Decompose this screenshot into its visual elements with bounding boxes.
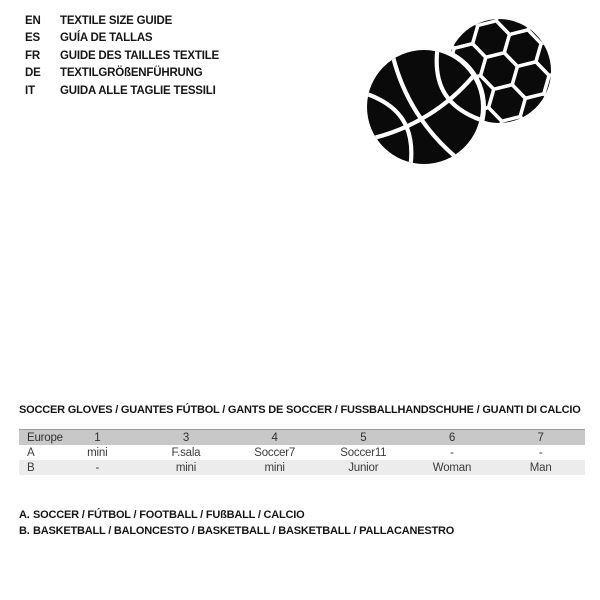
lang-label: GUIDA ALLE TAGLIE TESSILI xyxy=(60,84,216,97)
table-cell: Junior xyxy=(348,461,379,474)
table-cell: mini xyxy=(87,446,108,459)
footnote-text: BASKETBALL / BALONCESTO / BASKETBALL / BASKETBALL / PALLACANESTRO xyxy=(33,525,455,537)
table-row xyxy=(19,460,585,475)
header-cell: 7 xyxy=(537,431,544,444)
lang-label: TEXTILE SIZE GUIDE xyxy=(60,15,173,27)
footnote-key: A. xyxy=(19,509,30,521)
row-label: B xyxy=(27,461,35,474)
table-cell: Soccer7 xyxy=(254,446,296,459)
footnote-key: B. xyxy=(19,525,30,537)
lang-code: DE xyxy=(25,67,41,80)
table-cell: Soccer11 xyxy=(340,446,387,459)
table-cell: - xyxy=(95,461,100,474)
size-table-title: SOCCER GLOVES / GUANTES FÚTBOL / GANTS DE SOCCER / FUSSBALLHANDSCHUHE / GUANTI DI CALCIO xyxy=(19,404,581,416)
lang-label: GUIDE DES TAILLES TEXTILE xyxy=(60,49,219,62)
table-header-row xyxy=(19,430,585,446)
table-cell: - xyxy=(450,446,454,459)
footnotes xyxy=(19,507,454,539)
table-cell: F.sala xyxy=(171,446,201,459)
lang-code: FR xyxy=(25,49,40,62)
lang-code: EN xyxy=(25,15,41,27)
table-cell: Woman xyxy=(432,461,472,474)
header-cell: 1 xyxy=(94,431,101,444)
sports-balls-illustration xyxy=(363,14,558,179)
table-cell: mini xyxy=(175,461,197,474)
header-cell: 6 xyxy=(448,431,456,444)
table-cell: mini xyxy=(264,461,285,474)
header-cell: 4 xyxy=(271,431,278,444)
lang-code: IT xyxy=(25,84,35,97)
language-list xyxy=(25,13,219,100)
row-label: A xyxy=(27,446,35,459)
lang-label: TEXTILGRÖßENFÜHRUNG xyxy=(60,67,203,80)
header-cell: 3 xyxy=(182,431,190,444)
footnote-text: SOCCER / FÚTBOL / FOOTBALL / FUßBALL / CALCIO xyxy=(33,509,305,521)
header-cell: 5 xyxy=(360,431,367,444)
size-table xyxy=(19,429,585,475)
table-cell: - xyxy=(538,446,543,459)
table-cell: Man xyxy=(529,461,552,474)
lang-code: ES xyxy=(25,32,40,45)
table-row xyxy=(19,445,585,460)
header-cell: Europe xyxy=(27,431,63,444)
lang-label: GUÍA DE TALLAS xyxy=(60,32,153,45)
